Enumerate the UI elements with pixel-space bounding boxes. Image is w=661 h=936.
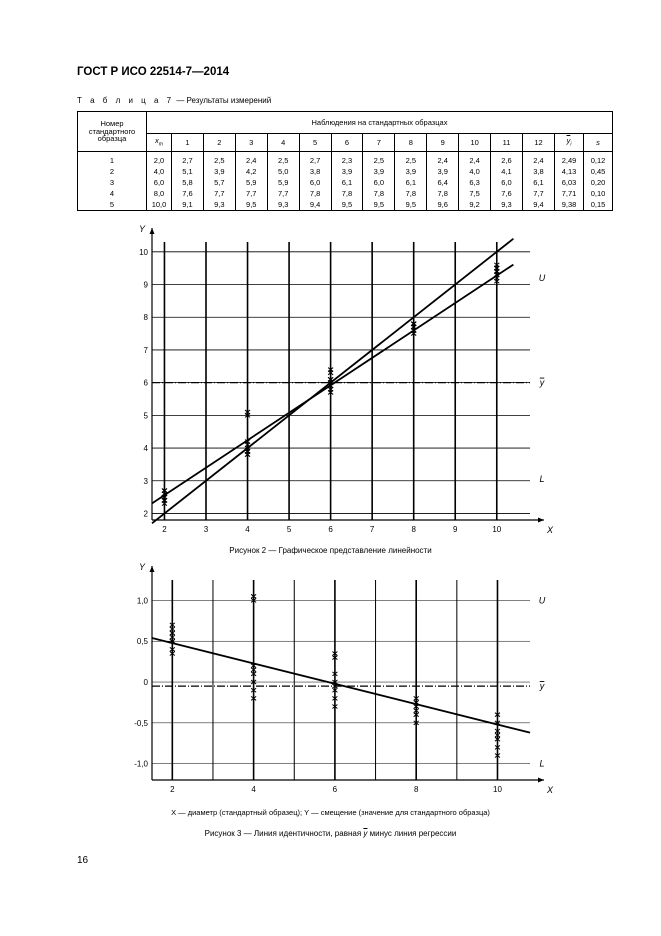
cell-s: 0,12 <box>584 152 613 167</box>
results-table <box>77 111 613 211</box>
x-tick-label: 8 <box>411 525 416 534</box>
mean-line-label: y <box>539 681 545 692</box>
x-axis-arrow <box>538 518 544 523</box>
fit-line <box>152 638 530 733</box>
cell-observation: 5,1 <box>172 166 204 177</box>
cell-s: 0,20 <box>584 177 613 188</box>
x-tick-label: 2 <box>162 525 167 534</box>
limit-label: U <box>538 272 546 283</box>
x-axis-arrow <box>538 778 544 783</box>
cell-observation: 6,0 <box>299 177 331 188</box>
cell-observation: 3,9 <box>395 166 427 177</box>
y-axis-label: Y <box>138 562 146 572</box>
y-tick-label: 0,5 <box>136 637 148 647</box>
y-axis-arrow <box>150 228 155 234</box>
y-tick-label: 4 <box>143 444 148 454</box>
cell-observation: 5,9 <box>267 177 299 188</box>
limit-label: L <box>539 474 545 485</box>
cell-observation: 3,9 <box>363 166 395 177</box>
col-obs-7: 7 <box>363 134 395 152</box>
cell-observation: 9,3 <box>267 199 299 211</box>
col-obs-3: 3 <box>235 134 267 152</box>
limit-label: U <box>538 595 546 606</box>
cell-sample-number: 2 <box>78 166 147 177</box>
cell-sample-number: 4 <box>78 188 147 199</box>
cell-observation: 6,3 <box>459 177 491 188</box>
cell-xm: 8,0 <box>147 188 172 199</box>
cell-observation: 5,8 <box>172 177 204 188</box>
cell-observation: 2,6 <box>491 152 523 167</box>
figure3-caption-ybar: $\overline{y}$ <box>363 829 368 838</box>
cell-observation: 5,0 <box>267 166 299 177</box>
cell-observation: 6,0 <box>363 177 395 188</box>
cell-s: 0,15 <box>584 199 613 211</box>
cell-observation: 7,5 <box>459 188 491 199</box>
col-obs-2: 2 <box>203 134 235 152</box>
cell-observation: 7,6 <box>172 188 204 199</box>
cell-observation: 9,1 <box>172 199 204 211</box>
x-tick-label: 3 <box>203 525 209 534</box>
x-tick-label: 5 <box>286 525 292 534</box>
cell-observation: 7,8 <box>331 188 363 199</box>
y-tick-label: 2 <box>143 509 148 519</box>
cell-observation: 2,5 <box>395 152 427 167</box>
cell-observation: 2,3 <box>331 152 363 167</box>
x-tick-label: 10 <box>493 785 502 794</box>
y-axis-label: Y <box>138 224 146 234</box>
cell-xm: 10,0 <box>147 199 172 211</box>
cell-observation: 2,4 <box>522 152 554 167</box>
table-row <box>78 152 613 167</box>
table-row <box>78 166 613 177</box>
cell-observation: 7,8 <box>427 188 459 199</box>
cell-observation: 3,8 <box>299 166 331 177</box>
cell-observation: 9,5 <box>363 199 395 211</box>
col-xm <box>147 134 172 152</box>
table-row <box>78 188 613 199</box>
cell-xm: 2,0 <box>147 152 172 167</box>
cell-observation: 2,5 <box>267 152 299 167</box>
y-tick-label: 9 <box>143 280 148 290</box>
cell-observation: 6,1 <box>522 177 554 188</box>
cell-observation: 2,4 <box>235 152 267 167</box>
x-tick-label: 6 <box>328 525 333 534</box>
y-tick-label: 6 <box>143 378 148 388</box>
col-ybar-label: $\overline{y}$ <box>566 136 571 146</box>
col-obs-10: 10 <box>459 134 491 152</box>
header-sample-number: Номер стандартного образца <box>78 112 147 152</box>
y-tick-label: 7 <box>143 345 148 355</box>
cell-observation: 7,8 <box>395 188 427 199</box>
col-xm-sub: m <box>158 141 163 148</box>
figure3-note: X — диаметр (стандартный образец); Y — смещение (значение для стандартного образца) <box>171 808 490 817</box>
x-tick-label: 6 <box>332 785 338 794</box>
cell-observation: 7,7 <box>203 188 235 199</box>
linearity-chart <box>138 224 560 540</box>
x-tick-label: 2 <box>170 785 175 794</box>
cell-observation: 9,5 <box>235 199 267 211</box>
cell-observation: 2,7 <box>299 152 331 167</box>
cell-observation: 3,9 <box>331 166 363 177</box>
col-s-label: s <box>596 137 600 147</box>
table-row <box>78 177 613 188</box>
cell-observation: 9,5 <box>395 199 427 211</box>
col-obs-1: 1 <box>172 134 204 152</box>
cell-observation: 7,8 <box>363 188 395 199</box>
cell-ybar: 6,03 <box>555 177 584 188</box>
y-tick-label: 5 <box>143 411 148 421</box>
cell-observation: 6,1 <box>331 177 363 188</box>
col-obs-4: 4 <box>267 134 299 152</box>
figure3-caption-a: Рисунок 3 — Линия идентичности, равная <box>204 829 364 838</box>
cell-sample-number: 3 <box>78 177 147 188</box>
col-ybar-sub: i <box>570 141 572 148</box>
cell-observation: 7,8 <box>299 188 331 199</box>
x-tick-label: 7 <box>369 525 375 534</box>
x-tick-label: 4 <box>251 785 256 794</box>
cell-observation: 7,7 <box>235 188 267 199</box>
cell-sample-number: 1 <box>78 152 147 167</box>
y-tick-label: 8 <box>143 313 148 323</box>
mean-line-label: y <box>539 377 545 388</box>
cell-observation: 2,4 <box>427 152 459 167</box>
cell-observation: 9,3 <box>491 199 523 211</box>
y-axis-arrow <box>150 566 155 572</box>
y-tick-label: 10 <box>139 247 148 257</box>
col-xm-label: x <box>155 136 159 146</box>
y-tick-label: -1,0 <box>134 759 148 769</box>
y-tick-label: 0 <box>143 678 148 688</box>
cell-ybar: 7,71 <box>555 188 584 199</box>
col-obs-9: 9 <box>427 134 459 152</box>
limit-label: L <box>539 758 545 769</box>
cell-observation: 3,9 <box>427 166 459 177</box>
cell-s: 0,10 <box>584 188 613 199</box>
figure2-caption: Рисунок 2 — Графическое представление линейности <box>229 546 432 555</box>
cell-ybar: 2,49 <box>555 152 584 167</box>
y-tick-label: 3 <box>143 476 148 486</box>
col-obs-12: 12 <box>522 134 554 152</box>
x-axis-label: X <box>546 785 554 795</box>
cell-ybar: 9,38 <box>555 199 584 211</box>
cell-sample-number: 5 <box>78 199 147 211</box>
cell-observation: 6,4 <box>427 177 459 188</box>
cell-observation: 9,6 <box>427 199 459 211</box>
figure3-caption <box>0 829 661 838</box>
bias-chart <box>134 562 560 800</box>
cell-observation: 7,7 <box>267 188 299 199</box>
col-obs-8: 8 <box>395 134 427 152</box>
cell-observation: 6,0 <box>491 177 523 188</box>
cell-observation: 5,9 <box>235 177 267 188</box>
cell-observation: 3,9 <box>203 166 235 177</box>
cell-observation: 2,4 <box>459 152 491 167</box>
cell-observation: 7,7 <box>522 188 554 199</box>
x-tick-label: 10 <box>492 525 502 534</box>
col-ybar <box>555 134 584 152</box>
cell-observation: 6,1 <box>395 177 427 188</box>
document-code: ГОСТ Р ИСО 22514-7—2014 <box>77 66 230 78</box>
cell-observation: 3,8 <box>522 166 554 177</box>
x-tick-label: 4 <box>245 525 250 534</box>
col-obs-6: 6 <box>331 134 363 152</box>
table-caption-text: — Результаты измерений <box>174 96 272 105</box>
table-row <box>78 199 613 211</box>
cell-observation: 2,5 <box>203 152 235 167</box>
cell-observation: 2,7 <box>172 152 204 167</box>
header-observations: Наблюдения на стандартных образцах <box>147 112 613 134</box>
y-tick-label: 1,0 <box>136 596 148 606</box>
col-obs-11: 11 <box>491 134 523 152</box>
col-obs-5: 5 <box>299 134 331 152</box>
col-s <box>584 134 613 152</box>
cell-xm: 4,0 <box>147 166 172 177</box>
table-caption-prefix: Т а б л и ц а 7 <box>77 96 175 105</box>
page-number: 16 <box>77 855 89 866</box>
cell-observation: 9,4 <box>522 199 554 211</box>
table-caption <box>77 96 271 105</box>
x-axis-label: X <box>546 525 554 535</box>
cell-observation: 4,1 <box>491 166 523 177</box>
cell-observation: 9,4 <box>299 199 331 211</box>
cell-observation: 7,6 <box>491 188 523 199</box>
cell-observation: 9,3 <box>203 199 235 211</box>
y-tick-label: -0,5 <box>134 718 148 728</box>
figure3-caption-b: минус линия регрессии <box>367 829 457 838</box>
cell-xm: 6,0 <box>147 177 172 188</box>
cell-ybar: 4,13 <box>555 166 584 177</box>
cell-s: 0,45 <box>584 166 613 177</box>
x-tick-label: 8 <box>413 785 419 794</box>
x-tick-label: 9 <box>453 525 458 534</box>
cell-observation: 4,2 <box>235 166 267 177</box>
cell-observation: 2,5 <box>363 152 395 167</box>
cell-observation: 9,5 <box>331 199 363 211</box>
cell-observation: 9,2 <box>459 199 491 211</box>
cell-observation: 5,7 <box>203 177 235 188</box>
cell-observation: 4,0 <box>459 166 491 177</box>
